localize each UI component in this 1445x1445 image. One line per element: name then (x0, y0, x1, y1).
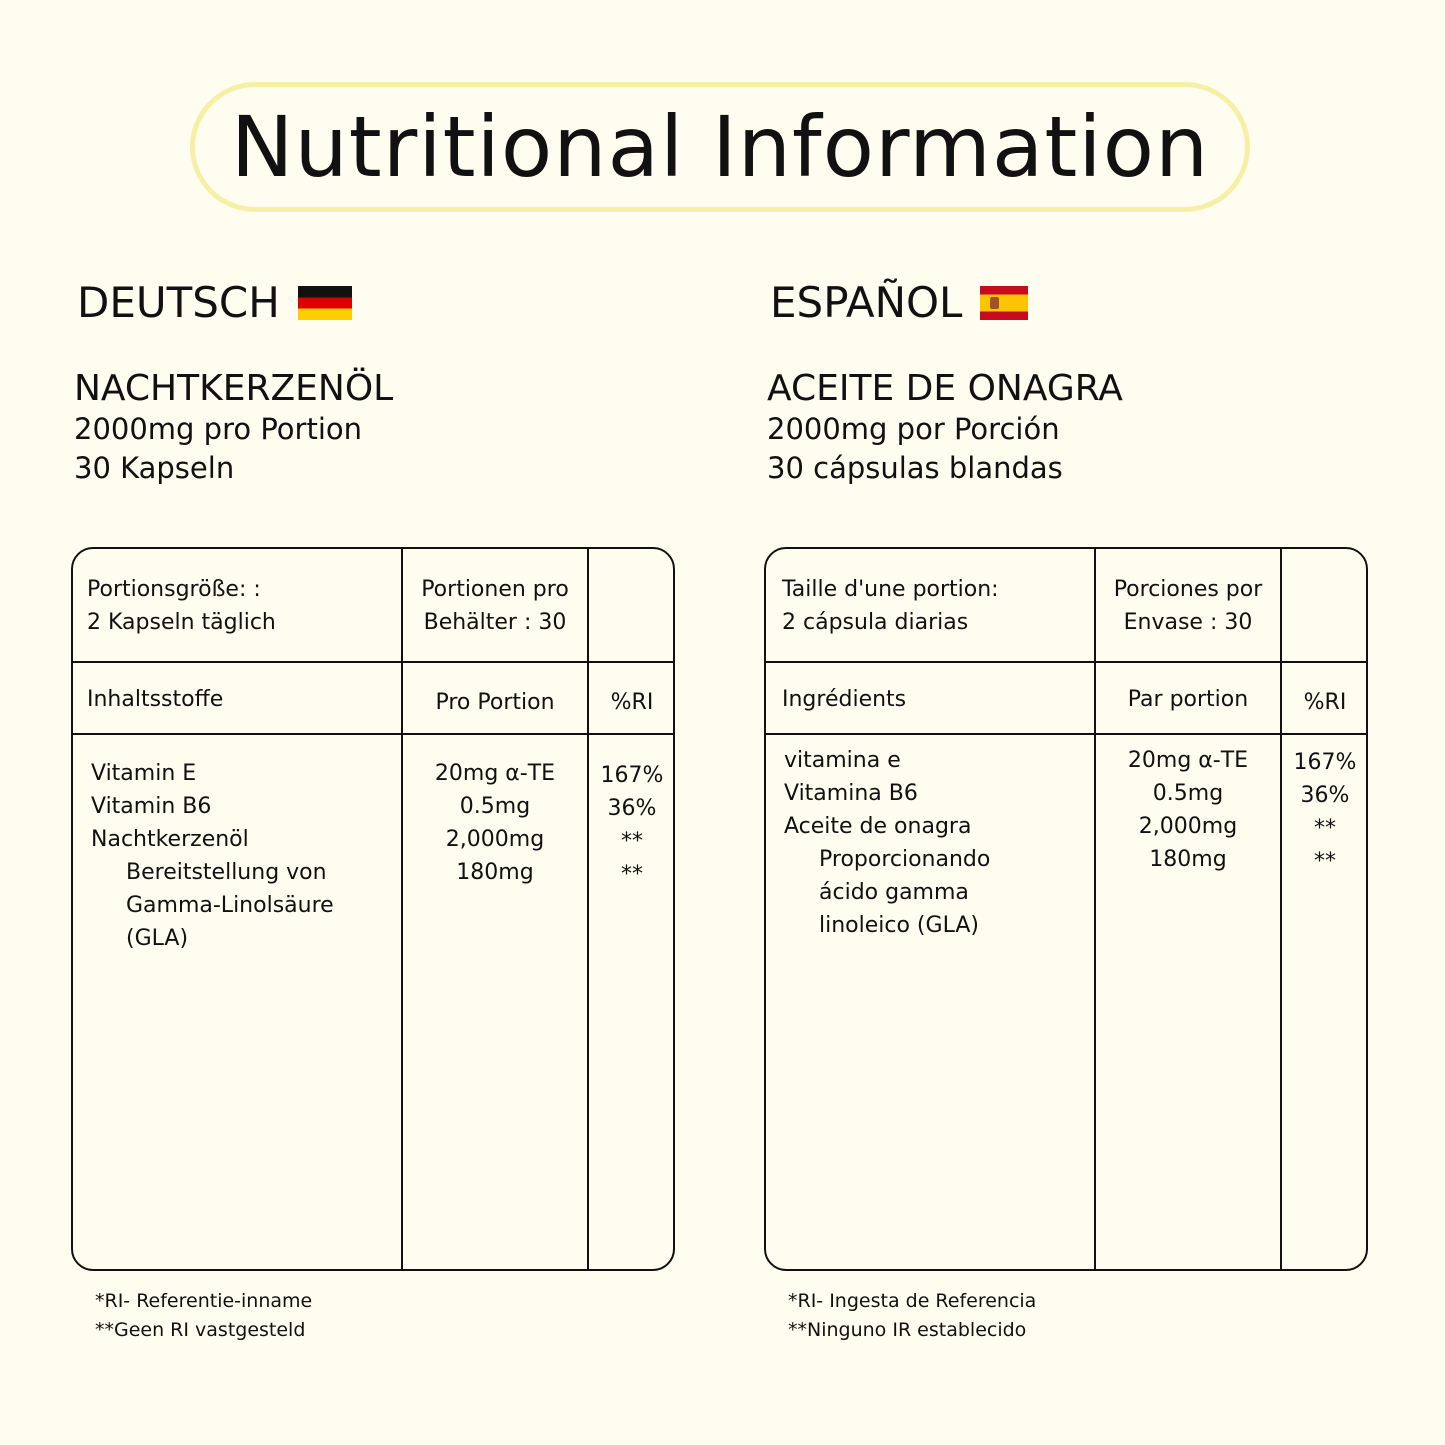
servings-value: Behälter : 30 (423, 610, 567, 635)
serving-size-value: 2 Kapseln täglich (87, 610, 276, 635)
servings-label: Porciones por (1113, 577, 1263, 602)
serving-size-label: Portionsgröße: : (87, 577, 261, 602)
column-header-per-portion: Par portion (1127, 687, 1249, 712)
table-divider (587, 549, 589, 1269)
list-item: vitamina e (784, 748, 901, 773)
list-item: Vitamin E (91, 761, 197, 786)
nutrition-table-es (764, 547, 1368, 1271)
serving-size-value: 2 cápsula diarias (782, 610, 969, 635)
footnote: *RI- Ingesta de Referencia (788, 1290, 1037, 1312)
product-name: ACEITE DE ONAGRA (767, 368, 1123, 409)
list-item: ** (621, 829, 643, 854)
table-divider (73, 661, 673, 663)
list-item: 36% (607, 796, 657, 821)
list-item: 0.5mg (1152, 781, 1224, 806)
amount-list (403, 757, 587, 889)
serving-size-cell (87, 573, 276, 639)
ingredient-list (91, 757, 334, 955)
product-name: NACHTKERZENÖL (74, 368, 394, 409)
list-item: Vitamin B6 (91, 794, 212, 819)
product-info-de (74, 368, 393, 488)
list-item: 20mg α-TE (434, 761, 556, 786)
table-divider (73, 733, 673, 735)
product-info-es (767, 368, 1123, 488)
footnote: **Ninguno IR establecido (788, 1319, 1027, 1341)
language-label: DEUTSCH (77, 278, 280, 327)
serving-size-cell (782, 573, 999, 639)
product-count: 30 Kapseln (74, 451, 235, 485)
spain-flag-icon (980, 286, 1028, 320)
list-item: 20mg α-TE (1127, 748, 1249, 773)
table-divider (766, 733, 1366, 735)
list-item: Aceite de onagra (784, 814, 972, 839)
list-item: Vitamina B6 (784, 781, 918, 806)
amount-list (1096, 744, 1280, 876)
table-divider (766, 661, 1366, 663)
list-item: 0.5mg (459, 794, 531, 819)
column-header-ingredients: Inhaltsstoffe (87, 687, 224, 712)
list-item: Proporcionando (819, 847, 991, 872)
ri-list (589, 759, 675, 891)
footnotes-de (95, 1287, 312, 1345)
list-item: linoleico (GLA) (819, 913, 979, 938)
product-dose: 2000mg pro Portion (74, 412, 363, 446)
language-heading-de (77, 278, 352, 327)
list-item: 2,000mg (1138, 814, 1238, 839)
serving-size-label: Taille d'une portion: (782, 577, 999, 602)
servings-label: Portionen pro (421, 577, 569, 602)
list-item: ácido gamma (819, 880, 969, 905)
product-count: 30 cápsulas blandas (767, 451, 1063, 485)
column-header-ri: %RI (610, 690, 654, 715)
list-item: Bereitstellung von (126, 860, 327, 885)
footnotes-es (788, 1287, 1036, 1345)
list-item: Gamma-Linolsäure (126, 893, 334, 918)
servings-cell (403, 573, 587, 639)
table-divider (1094, 549, 1096, 1269)
list-item: ** (621, 862, 643, 887)
column-header-ingredients: Ingrédients (782, 687, 907, 712)
list-item: 167% (600, 763, 664, 788)
page-title: Nutritional Information (230, 98, 1210, 196)
list-item: ** (1314, 849, 1336, 874)
list-item: 36% (1300, 783, 1350, 808)
germany-flag-icon (298, 286, 352, 320)
list-item: 180mg (456, 860, 534, 885)
column-header-ri: %RI (1303, 690, 1347, 715)
list-item: Nachtkerzenöl (91, 827, 249, 852)
list-item: 167% (1293, 750, 1357, 775)
list-item: (GLA) (126, 926, 189, 951)
table-divider (1280, 549, 1282, 1269)
footnote: **Geen RI vastgesteld (95, 1319, 306, 1341)
ingredient-list (784, 744, 990, 942)
footnote: *RI- Referentie-inname (95, 1290, 313, 1312)
title-banner (190, 82, 1250, 212)
column-header-per-portion: Pro Portion (435, 690, 555, 715)
servings-value: Envase : 30 (1123, 610, 1253, 635)
list-item: 2,000mg (445, 827, 545, 852)
language-label: ESPAÑOL (770, 278, 963, 327)
list-item: 180mg (1149, 847, 1227, 872)
language-heading-es (770, 278, 1028, 327)
ri-list (1282, 746, 1368, 878)
list-item: ** (1314, 816, 1336, 841)
table-divider (401, 549, 403, 1269)
product-dose: 2000mg por Porción (767, 412, 1060, 446)
servings-cell (1096, 573, 1280, 639)
nutrition-table-de (71, 547, 675, 1271)
